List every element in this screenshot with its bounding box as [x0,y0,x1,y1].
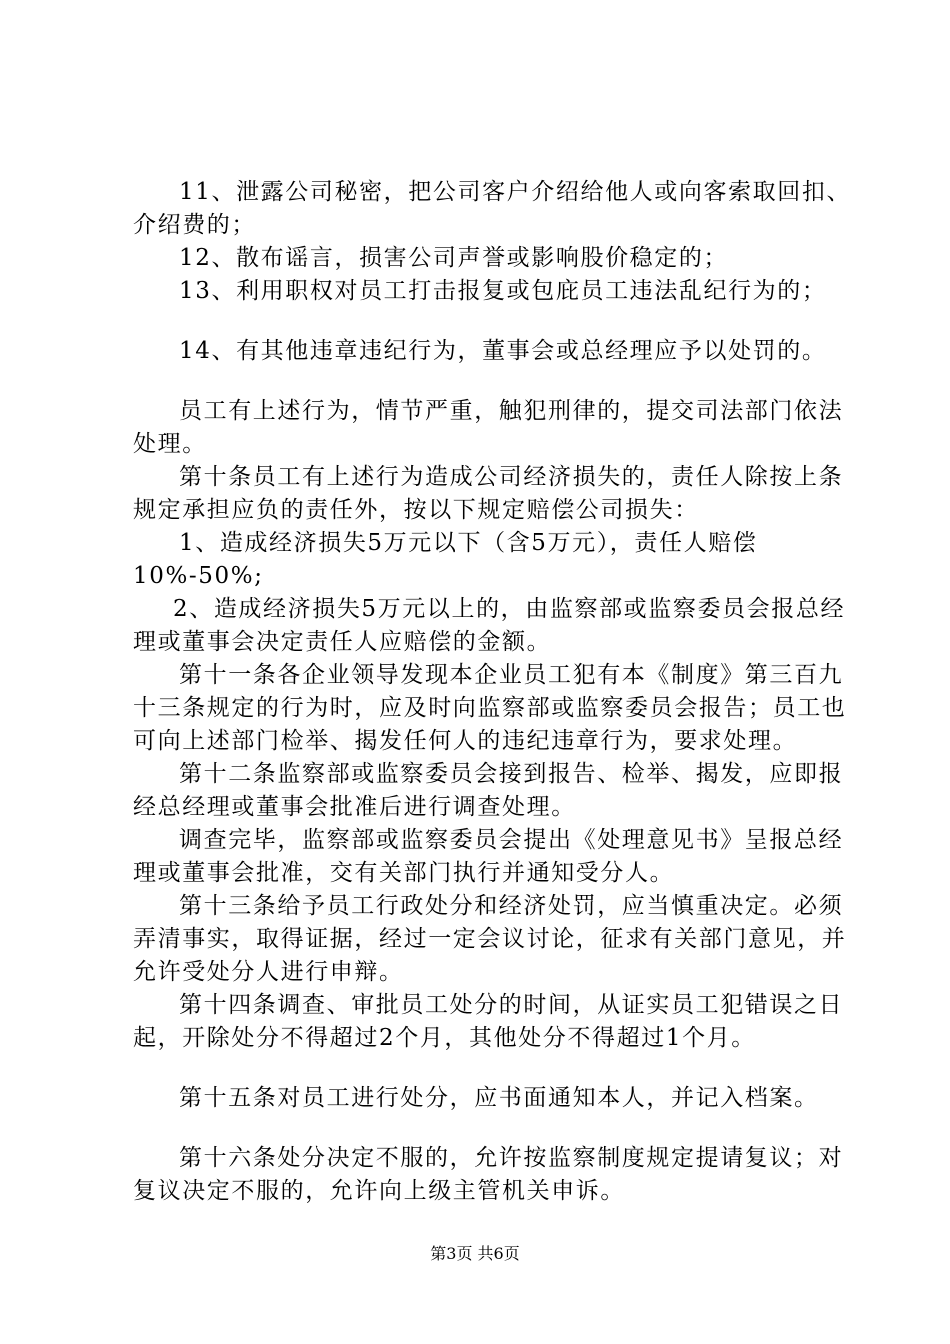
clause-12: 12、散布谣言，损害公司声誉或影响股价稳定的； [179,245,729,271]
page-number-footer: 第3页 共6页 [430,1244,520,1263]
clause-11: 11、泄露公司秘密，把公司客户介绍给他人或向客索取回扣、介绍费的； [133,179,852,238]
investigation-paragraph: 调查完毕，监察部或监察委员会提出《处理意见书》呈报总经理或董事会批准，交有关部门执行并通知受分人。 [133,827,844,886]
article-14: 第十四条调查、审批员工处分的时间，从证实员工犯错误之日起，开除处分不得超过2个月，其他处分不得超过1个月。 [133,992,844,1051]
article-10: 第十条员工有上述行为造成公司经济损失的，责任人除按上条规定承担应负的责任外，按以下规定赔偿公司损失： [133,464,844,523]
article-11: 第十一条各企业领导发现本企业员工犯有本《制度》第三百九十三条规定的行为时，应及时向监察部或监察委员会报告；员工也可向上述部门检举、揭发任何人的违纪违章行为，要求处理。 [133,662,847,754]
compensation-item-1: 1、造成经济损失5万元以下（含5万元），责任人赔偿10%-50%; [133,530,758,589]
article-12: 第十二条监察部或监察委员会接到报告、检举、揭发，应即报经总经理或董事会批准后进行调查处理。 [133,761,844,820]
article-13: 第十三条给予员工行政处分和经济处罚，应当慎重决定。必须弄清事实，取得证据，经过一定会议讨论，征求有关部门意见，并允许受处分人进行申辩。 [133,893,847,985]
article-15: 第十五条对员工进行处分，应书面通知本人，并记入档案。 [179,1085,819,1111]
compensation-item-2: 2、造成经济损失5万元以上的，由监察部或监察委员会报总经理或董事会决定责任人应赔偿的金额。 [133,596,846,655]
clause-13: 13、利用职权对员工打击报复或包庇员工违法乱纪行为的； [179,278,827,304]
serious-violation-paragraph: 员工有上述行为，情节严重，触犯刑律的，提交司法部门依法处理。 [133,398,844,457]
article-16: 第十六条处分决定不服的，允许按监察制度规定提请复议；对复议决定不服的，允许向上级主管机关申诉。 [133,1145,844,1204]
clause-14: 14、有其他违章违纪行为，董事会或总经理应予以处罚的。 [179,338,827,364]
document-body [133,176,853,1208]
